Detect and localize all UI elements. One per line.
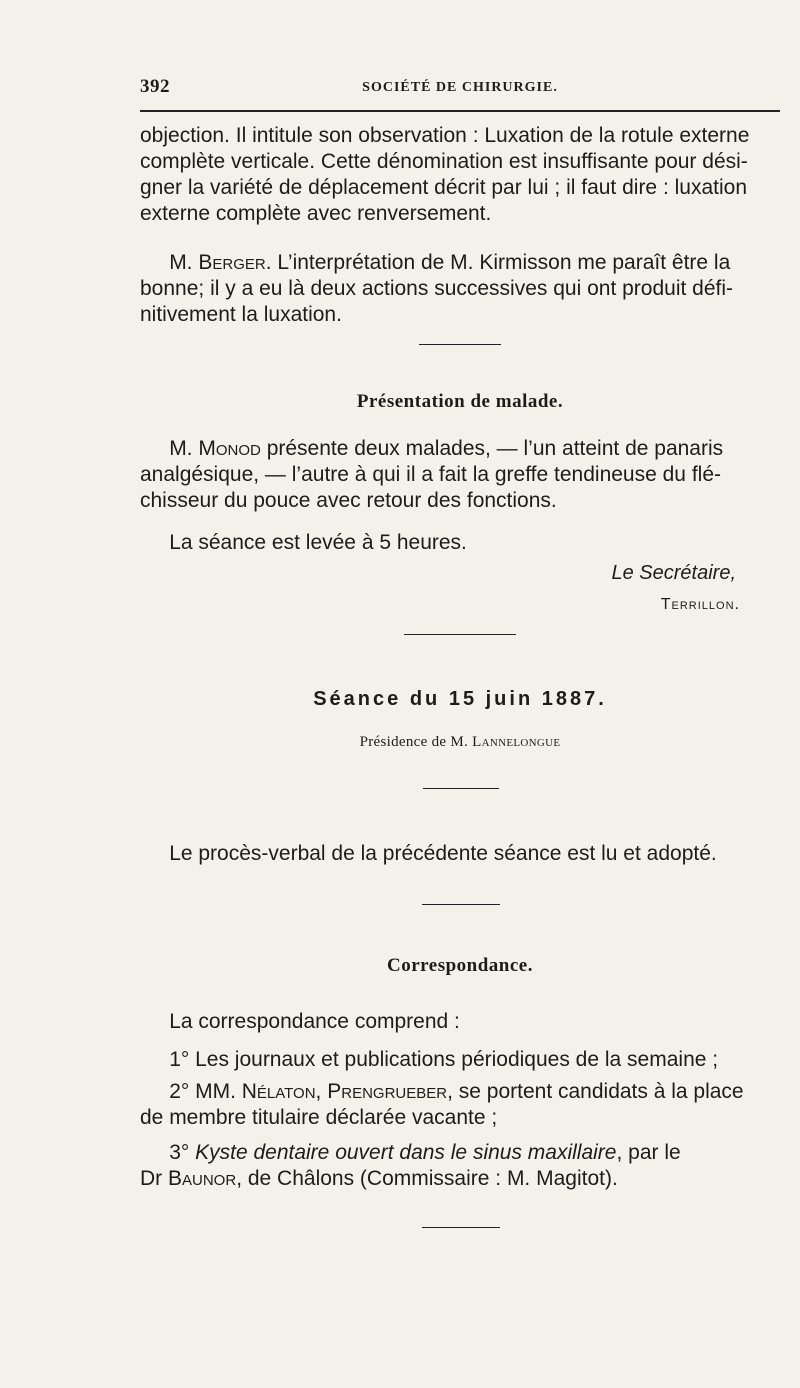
page-header bbox=[140, 76, 780, 102]
list-item: 1° Les journaux et publications périodiques de la semaine ; bbox=[169, 1048, 719, 1071]
section-heading: Correspondance. bbox=[387, 955, 533, 976]
header-rule bbox=[140, 110, 780, 112]
presidence-line: Présidence de M. Lannelongue bbox=[359, 734, 561, 750]
text-line: gner la variété de déplacement décrit par lui ; il faut dire : luxation bbox=[140, 176, 748, 199]
text-line: objection. Il intitule son observation : Luxation de la rotule externe bbox=[140, 124, 750, 147]
paragraph-berger: M. Berger. L’interprétation de M. Kirmisson me paraît être la bonne; il y a eu là deux actions successives qui ont produit défi- nitivement la luxation. bbox=[140, 251, 734, 326]
separator-rule bbox=[419, 344, 501, 345]
seance-title: Séance du 15 juin 1887. bbox=[313, 688, 607, 710]
text-line: bonne; il y a eu là deux actions successives qui ont produit défi- bbox=[140, 277, 734, 300]
paragraph-proces-verbal: Le procès-verbal de la précédente séance est lu et adopté. bbox=[169, 842, 717, 865]
text-line: externe complète avec renversement. bbox=[140, 202, 492, 225]
running-title: SOCIÉTÉ DE CHIRURGIE. bbox=[362, 80, 558, 95]
paragraph-seance-levee: La séance est levée à 5 heures. bbox=[169, 531, 467, 554]
paragraph-monod: M. Monod présente deux malades, — l’un atteint de panaris analgésique, — l’autre à qui il a fait la greffe tendineuse du flé- chisseur du pouce avec retour des fonctions. bbox=[140, 437, 724, 512]
text-line: nitivement la luxation. bbox=[140, 303, 342, 326]
paragraph-correspondance: La correspondance comprend : bbox=[169, 1010, 460, 1033]
work-title: Kyste dentaire ouvert dans le sinus maxillaire bbox=[195, 1141, 617, 1164]
candidate-names: Nélaton, Prengrueber bbox=[241, 1080, 448, 1103]
list-item: 3° Kyste dentaire ouvert dans le sinus maxillaire, par le Dr Baunor, de Châlons (Commissaire : M. Magitot). bbox=[140, 1141, 681, 1190]
signature-role: Le Secrétaire, bbox=[611, 562, 736, 584]
text-line: analgésique, — l’autre à qui il a fait la greffe tendineuse du flé- bbox=[140, 463, 721, 486]
text-line: chisseur du pouce avec retour des fonctions. bbox=[140, 489, 557, 512]
text-line: de membre titulaire déclarée vacante ; bbox=[140, 1106, 498, 1129]
author-name: Baunor bbox=[168, 1167, 237, 1190]
separator-rule bbox=[404, 634, 516, 635]
signature-name: Terrillon. bbox=[660, 596, 740, 613]
paragraph-objection bbox=[140, 123, 780, 227]
separator-rule bbox=[422, 904, 500, 905]
separator-rule bbox=[422, 1227, 500, 1228]
president-name: Lannelongue bbox=[472, 734, 561, 750]
section-heading: Présentation de malade. bbox=[356, 391, 564, 412]
list-item: 2° MM. Nélaton, Prengrueber, se portent candidats à la place de membre titulaire déclarée vacante ; bbox=[140, 1080, 744, 1129]
author-name: Monod bbox=[198, 437, 261, 460]
page-number: 392 bbox=[140, 76, 170, 97]
text-line: complète verticale. Cette dénomination est insuffisante pour dési- bbox=[140, 150, 748, 173]
author-name: Berger bbox=[198, 251, 266, 274]
separator-rule bbox=[423, 788, 499, 789]
